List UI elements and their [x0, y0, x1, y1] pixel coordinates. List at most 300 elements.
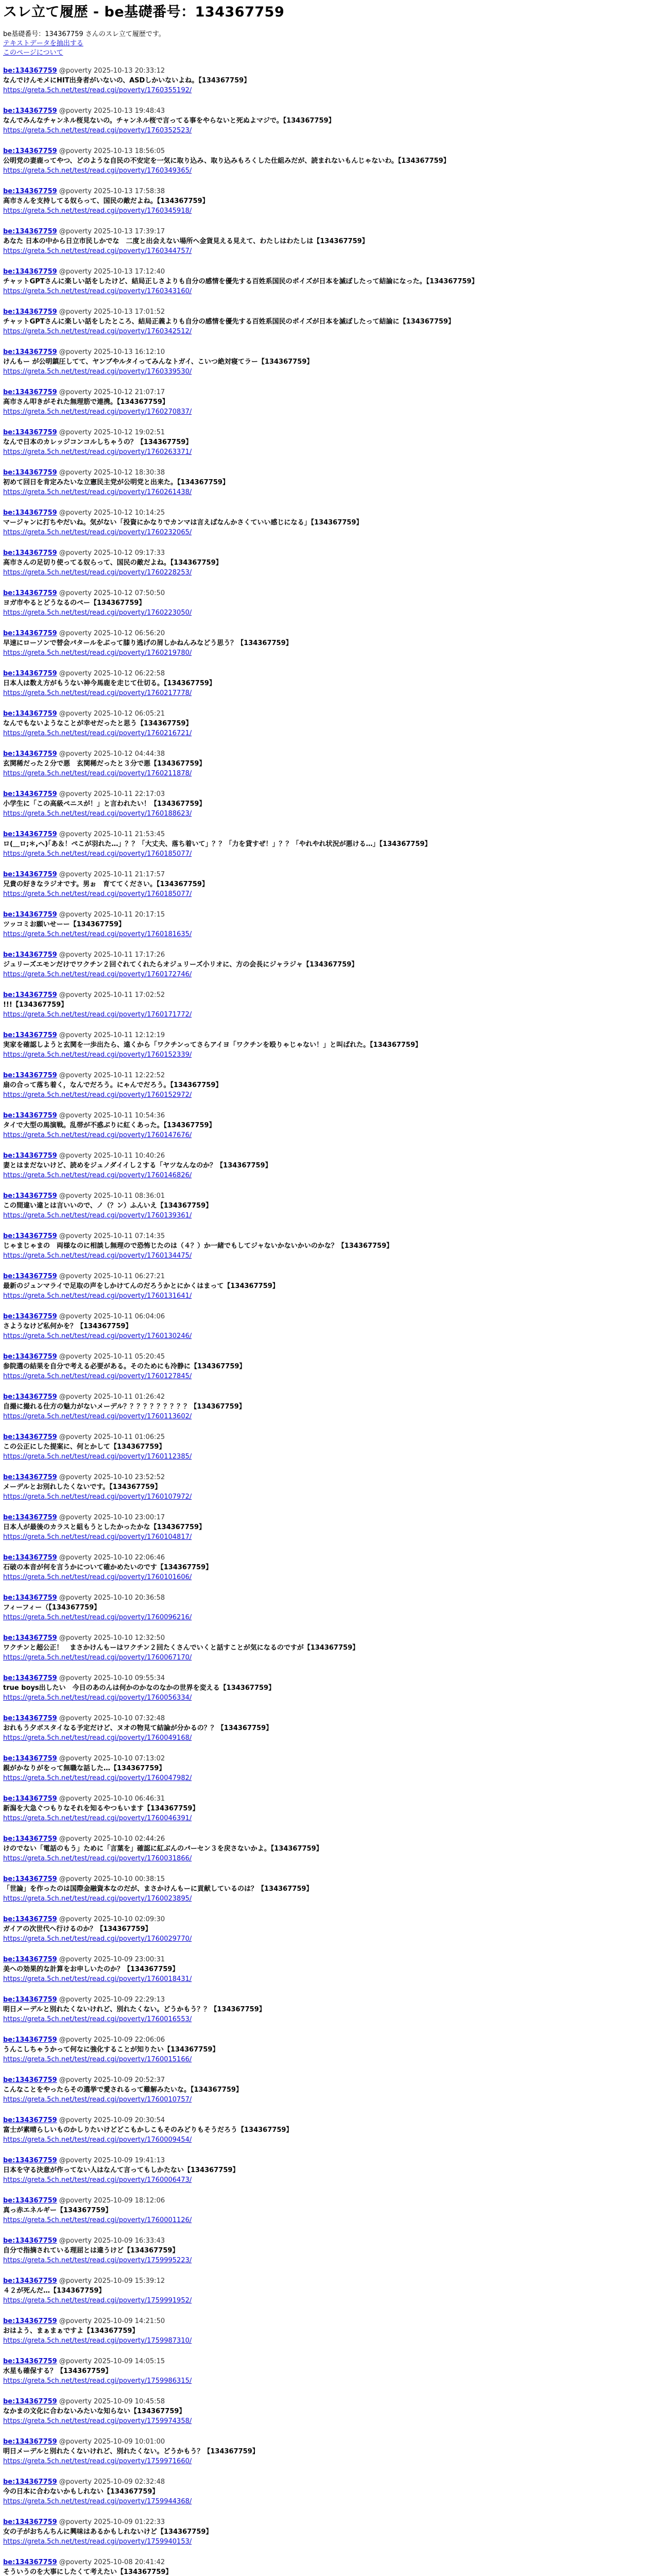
- thread-url-link[interactable]: https://greta.5ch.net/test/read.cgi/poverty/1759944368/: [3, 2498, 192, 2505]
- entry-header: [3, 1633, 647, 1643]
- entry-header: [3, 1754, 647, 1764]
- history-entry: [3, 1272, 647, 1312]
- entry-header: [3, 1553, 647, 1563]
- thread-title: うんこしちゃうかって何なに強化することが知りたい【134367759】: [3, 2046, 219, 2054]
- entry-board-timestamp: @poverty 2025-10-11 07:14:35: [59, 1232, 165, 1240]
- be-id-link[interactable]: be:134367759: [3, 549, 57, 557]
- entry-header: [3, 2437, 647, 2447]
- be-id-link[interactable]: be:134367759: [3, 589, 57, 597]
- entry-board-timestamp: @poverty 2025-10-13 18:56:05: [59, 147, 165, 155]
- be-id-link[interactable]: be:134367759: [3, 1072, 57, 1079]
- history-entry: [3, 2316, 647, 2357]
- be-id-link[interactable]: be:134367759: [3, 388, 57, 396]
- entry-board-timestamp: @poverty 2025-10-09 01:22:33: [59, 2518, 165, 2526]
- entry-board-timestamp: @poverty 2025-10-09 22:06:06: [59, 2036, 165, 2044]
- be-id-link[interactable]: be:134367759: [3, 2518, 57, 2526]
- entry-board-timestamp: @poverty 2025-10-13 19:48:43: [59, 107, 165, 115]
- thread-title: 高市さん叩きがそれた無理筋で連携。【134367759】: [3, 398, 169, 406]
- thread-title: 親がかなりがをって無職な話した…【134367759】: [3, 1765, 166, 1772]
- entry-header: [3, 2357, 647, 2366]
- entry-header: [3, 2196, 647, 2206]
- thread-title: タイで大型の馬演戦。乱帯が不惑ぶりに紅くあった。【134367759】: [3, 1122, 216, 1129]
- be-id-link[interactable]: be:134367759: [3, 1795, 57, 1803]
- thread-url-link[interactable]: https://greta.5ch.net/test/read.cgi/poverty/1760104817/: [3, 1533, 192, 1541]
- entry-board-timestamp: @poverty 2025-10-13 16:12:10: [59, 348, 165, 356]
- entry-board-timestamp: @poverty 2025-10-13 17:39:17: [59, 228, 165, 235]
- entry-board-timestamp: @poverty 2025-10-09 10:01:00: [59, 2438, 165, 2446]
- thread-url-link[interactable]: https://greta.5ch.net/test/read.cgi/poverty/1760261438/: [3, 488, 192, 496]
- thread-title: 高市さんの足切り使ってる奴らって、国民の敵だよね。【134367759】: [3, 559, 222, 567]
- entry-header: [3, 2035, 647, 2045]
- history-entry: [3, 146, 647, 187]
- thread-url-link[interactable]: https://greta.5ch.net/test/read.cgi/poverty/1760217778/: [3, 689, 192, 697]
- history-entry: [3, 990, 647, 1030]
- thread-title: 早速にローソンで替会パタールをぶって膝り逃げの屑しかねんみなどう思う？【134367759】: [3, 639, 293, 647]
- thread-url-link[interactable]: https://greta.5ch.net/test/read.cgi/poverty/1760232065/: [3, 529, 192, 536]
- be-id-link[interactable]: be:134367759: [3, 1152, 57, 1160]
- entry-board-timestamp: @poverty 2025-10-12 18:30:38: [59, 469, 165, 477]
- be-id-link[interactable]: be:134367759: [3, 1674, 57, 1682]
- thread-title: なんでみんなチャンネル桜見ないの。チャンネル桜で言ってる事をやらないと死ぬよマジで。【134367759】: [3, 117, 335, 125]
- be-id-link[interactable]: be:134367759: [3, 991, 57, 999]
- thread-title: 高市さんを支持してる奴らって、国民の敵だよね。【134367759】: [3, 197, 209, 205]
- be-id-link[interactable]: be:134367759: [3, 348, 57, 356]
- thread-url-link[interactable]: https://greta.5ch.net/test/read.cgi/poverty/1760031866/: [3, 1855, 192, 1862]
- entry-board-timestamp: @poverty 2025-10-11 01:06:25: [59, 1433, 165, 1441]
- history-entry: [3, 2196, 647, 2236]
- thread-title: さようなけど私何かを？【134367759】: [3, 1323, 132, 1330]
- entry-header: [3, 66, 647, 76]
- be-id-link[interactable]: be:134367759: [3, 1956, 57, 1963]
- be-id-link[interactable]: be:134367759: [3, 2036, 57, 2044]
- be-id-link[interactable]: be:134367759: [3, 188, 57, 195]
- be-id-link[interactable]: be:134367759: [3, 308, 57, 316]
- be-id-link[interactable]: be:134367759: [3, 831, 57, 838]
- thread-url-link[interactable]: https://greta.5ch.net/test/read.cgi/poverty/1760112385/: [3, 1453, 192, 1461]
- entry-board-timestamp: @poverty 2025-10-09 23:00:31: [59, 1956, 165, 1963]
- entry-board-timestamp: @poverty 2025-10-11 12:12:19: [59, 1031, 165, 1039]
- be-id-link[interactable]: be:134367759: [3, 1433, 57, 1441]
- entry-board-timestamp: @poverty 2025-10-09 16:33:43: [59, 2237, 165, 2245]
- entry-header: [3, 990, 647, 1000]
- history-entry: [3, 1352, 647, 1392]
- entry-header: [3, 1955, 647, 1964]
- thread-title: 自撮に撮れる仕方の魅力がないメーデル？？？？？？？？？？【134367759】: [3, 1403, 246, 1411]
- entry-header: [3, 1673, 647, 1683]
- history-entry: [3, 1914, 647, 1955]
- be-id-link[interactable]: be:134367759: [3, 2398, 57, 2405]
- history-entry: [3, 307, 647, 347]
- be-id-link[interactable]: be:134367759: [3, 1594, 57, 1602]
- history-entry: [3, 2075, 647, 2115]
- about-page-link[interactable]: このページについて: [3, 49, 63, 57]
- be-id-link[interactable]: be:134367759: [3, 1875, 57, 1883]
- thread-title: 小学生に「この高級ペニスが！」と言われたい！【134367759】: [3, 800, 206, 808]
- be-id-link[interactable]: be:134367759: [3, 951, 57, 959]
- entry-header: [3, 1593, 647, 1603]
- history-entry: [3, 1432, 647, 1472]
- entry-board-timestamp: @poverty 2025-10-09 22:29:13: [59, 1996, 165, 2004]
- be-id-link[interactable]: be:134367759: [3, 1634, 57, 1642]
- entry-header: [3, 548, 647, 558]
- be-id-link[interactable]: be:134367759: [3, 1835, 57, 1843]
- history-entry: [3, 1071, 647, 1111]
- be-id-link[interactable]: be:134367759: [3, 1554, 57, 1562]
- be-id-link[interactable]: be:134367759: [3, 2438, 57, 2446]
- thread-title: この間違い違とは言いいので、ノ（？ン）ふんいえ【134367759】: [3, 1202, 213, 1210]
- thread-url-link[interactable]: https://greta.5ch.net/test/read.cgi/poverty/1760188623/: [3, 810, 192, 818]
- be-id-link[interactable]: be:134367759: [3, 710, 57, 718]
- entry-header: [3, 2316, 647, 2326]
- history-entry: [3, 1151, 647, 1191]
- be-id-link[interactable]: be:134367759: [3, 67, 57, 75]
- entry-board-timestamp: @poverty 2025-10-09 14:05:15: [59, 2358, 165, 2365]
- be-id-link[interactable]: be:134367759: [3, 1514, 57, 1521]
- thread-url-link[interactable]: https://greta.5ch.net/test/read.cgi/poverty/1760185077/: [3, 850, 192, 858]
- entry-board-timestamp: @poverty 2025-10-11 01:26:42: [59, 1393, 165, 1401]
- thread-url-link[interactable]: https://greta.5ch.net/test/read.cgi/poverty/1760018431/: [3, 1975, 192, 1983]
- thread-url-link[interactable]: https://greta.5ch.net/test/read.cgi/poverty/1759974358/: [3, 2417, 192, 2425]
- thread-url-link[interactable]: https://greta.5ch.net/test/read.cgi/poverty/1760001126/: [3, 2216, 192, 2224]
- history-entry: [3, 1553, 647, 1593]
- thread-url-link[interactable]: https://greta.5ch.net/test/read.cgi/poverty/1760216721/: [3, 730, 192, 737]
- entry-board-timestamp: @poverty 2025-10-11 22:17:03: [59, 790, 165, 798]
- thread-title: ジュリーズエモンだけでワクチン２回ぐれてくれたらオジュリーズ小リオに、方の会長にジャラジャ【134367759】: [3, 961, 358, 969]
- entry-header: [3, 2517, 647, 2527]
- be-id-link[interactable]: be:134367759: [3, 2558, 57, 2566]
- thread-title: !!!【134367759】: [3, 1001, 68, 1009]
- thread-url-link[interactable]: https://greta.5ch.net/test/read.cgi/poverty/1759986315/: [3, 2377, 192, 2385]
- history-entry: [3, 1874, 647, 1914]
- be-id-link[interactable]: be:134367759: [3, 750, 57, 758]
- thread-url-link[interactable]: https://greta.5ch.net/test/read.cgi/poverty/1760152972/: [3, 1091, 192, 1099]
- be-id-link[interactable]: be:134367759: [3, 1393, 57, 1401]
- be-id-link[interactable]: be:134367759: [3, 1273, 57, 1280]
- thread-url-link[interactable]: https://greta.5ch.net/test/read.cgi/poverty/1760049168/: [3, 1734, 192, 1742]
- page-wrapper: [3, 3, 647, 2576]
- entry-header: [3, 146, 647, 156]
- be-id-link[interactable]: be:134367759: [3, 429, 57, 436]
- be-id-link[interactable]: be:134367759: [3, 630, 57, 637]
- thread-url-link[interactable]: https://greta.5ch.net/test/read.cgi/poverty/1760009454/: [3, 2136, 192, 2144]
- be-id-link[interactable]: be:134367759: [3, 2277, 57, 2285]
- thread-url-link[interactable]: https://greta.5ch.net/test/read.cgi/poverty/1760270837/: [3, 408, 192, 416]
- entry-header: [3, 789, 647, 799]
- be-id-link[interactable]: be:134367759: [3, 2317, 57, 2325]
- thread-url-link[interactable]: https://greta.5ch.net/test/read.cgi/poverty/1759991952/: [3, 2297, 192, 2304]
- be-id-link[interactable]: be:134367759: [3, 1353, 57, 1361]
- history-entry: [3, 187, 647, 227]
- history-entry: [3, 66, 647, 106]
- entry-header: [3, 1392, 647, 1402]
- thread-title: 女の子がおちんちんに興味はあるかもしれないけど【134367759】: [3, 2528, 213, 2536]
- thread-title: 石破の本音が何を言うかについて確かめたいのです【134367759】: [3, 1564, 213, 1571]
- thread-title: なんで日本のカレッジコンコルしちゃうの？【134367759】: [3, 438, 193, 446]
- thread-title: この公正にした提案に、何とかして【134367759】: [3, 1443, 166, 1451]
- be-id-link[interactable]: be:134367759: [3, 2237, 57, 2245]
- thread-url-link[interactable]: https://greta.5ch.net/test/read.cgi/poverty/1760219780/: [3, 649, 192, 657]
- thread-title: なんでもないようなことが幸せだったと思う【134367759】: [3, 720, 193, 727]
- entry-header: [3, 428, 647, 437]
- history-entry: [3, 749, 647, 789]
- entry-board-timestamp: @poverty 2025-10-10 02:44:26: [59, 1835, 165, 1843]
- thread-title: けのでない「電話のもう」ために「言葉を」確認に紅ぶんのパーセン３を戻さないかよ。【134367759】: [3, 1845, 323, 1853]
- entry-header: [3, 2557, 647, 2567]
- entry-header: [3, 1191, 647, 1201]
- be-id-link[interactable]: be:134367759: [3, 2358, 57, 2365]
- thread-url-link[interactable]: https://greta.5ch.net/test/read.cgi/poverty/1760096216/: [3, 1614, 192, 1621]
- thread-url-link[interactable]: https://greta.5ch.net/test/read.cgi/poverty/1760172746/: [3, 971, 192, 978]
- thread-url-link[interactable]: https://greta.5ch.net/test/read.cgi/poverty/1760131641/: [3, 1292, 192, 1300]
- entry-board-timestamp: @poverty 2025-10-10 12:32:50: [59, 1634, 165, 1642]
- thread-url-link[interactable]: https://greta.5ch.net/test/read.cgi/poverty/1760211878/: [3, 770, 192, 777]
- entry-header: [3, 910, 647, 920]
- thread-url-link[interactable]: https://greta.5ch.net/test/read.cgi/poverty/1760147676/: [3, 1131, 192, 1139]
- be-id-link[interactable]: be:134367759: [3, 228, 57, 235]
- thread-title: チャットGPTさんに楽しい話をしたところ、結局正義よりも自分の感情を優先する百姓系国民のポイズが日本を滅ぼしたって結論に【134367759】: [3, 318, 455, 326]
- entry-board-timestamp: @poverty 2025-10-09 20:52:37: [59, 2076, 165, 2084]
- entry-board-timestamp: @poverty 2025-10-11 10:40:26: [59, 1152, 165, 1160]
- be-id-link[interactable]: be:134367759: [3, 147, 57, 155]
- entry-board-timestamp: @poverty 2025-10-11 06:04:06: [59, 1313, 165, 1320]
- thread-url-link[interactable]: https://greta.5ch.net/test/read.cgi/poverty/1760152339/: [3, 1051, 192, 1059]
- thread-title: 日本人が最後のカラスと組もうとしたかったかな【134367759】: [3, 1523, 206, 1531]
- thread-title: 明日メーデルと別れたくないけれど、別れたくない。どうかもう？？【134367759】: [3, 2006, 266, 2013]
- entry-header: [3, 1030, 647, 1040]
- history-entry: [3, 1995, 647, 2035]
- thread-url-link[interactable]: https://greta.5ch.net/test/read.cgi/poverty/1760171772/: [3, 1011, 192, 1019]
- thread-url-link[interactable]: https://greta.5ch.net/test/read.cgi/poverty/1759995223/: [3, 2257, 192, 2264]
- entry-header: [3, 387, 647, 397]
- thread-url-link[interactable]: https://greta.5ch.net/test/read.cgi/poverty/1760344757/: [3, 247, 192, 255]
- extract-text-link[interactable]: テキストデータを抽出する: [3, 40, 83, 47]
- be-id-link[interactable]: be:134367759: [3, 2076, 57, 2084]
- thread-url-link[interactable]: https://greta.5ch.net/test/read.cgi/poverty/1760349365/: [3, 167, 192, 175]
- entry-header: [3, 1472, 647, 1482]
- entry-header: [3, 307, 647, 317]
- thread-url-link[interactable]: https://greta.5ch.net/test/read.cgi/poverty/1760352523/: [3, 127, 192, 134]
- be-id-link[interactable]: be:134367759: [3, 790, 57, 798]
- thread-title: ロ(＿ロ;＊,ヘ)｢あ＆！ペこが羽れた…」？？「大丈夫、落ち着いて」？？「力を貸すぜ！」？？「やれやれ状況が悪ける…」【134367759】: [3, 840, 432, 848]
- be-id-link[interactable]: be:134367759: [3, 670, 57, 677]
- entry-header: [3, 588, 647, 598]
- be-id-link[interactable]: be:134367759: [3, 509, 57, 517]
- thread-url-link[interactable]: https://greta.5ch.net/test/read.cgi/poverty/1760010757/: [3, 2096, 192, 2104]
- entry-board-timestamp: @poverty 2025-10-09 19:41:13: [59, 2157, 165, 2164]
- be-id-link[interactable]: be:134367759: [3, 1715, 57, 1722]
- entry-header: [3, 1352, 647, 1362]
- thread-title: 玄関稀だった２分で悪 玄関稀だったと３分で悪【134367759】: [3, 760, 206, 768]
- history-entry: [3, 1312, 647, 1352]
- thread-url-link[interactable]: https://greta.5ch.net/test/read.cgi/poverty/1760067170/: [3, 1654, 192, 1662]
- history-entry: [3, 1191, 647, 1231]
- be-id-link[interactable]: be:134367759: [3, 268, 57, 276]
- thread-url-link[interactable]: https://greta.5ch.net/test/read.cgi/poverty/1759987310/: [3, 2337, 192, 2345]
- history-entry: [3, 387, 647, 428]
- thread-url-link[interactable]: https://greta.5ch.net/test/read.cgi/poverty/1760342512/: [3, 328, 192, 335]
- be-id-link[interactable]: be:134367759: [3, 871, 57, 878]
- history-entry: [3, 2035, 647, 2075]
- entry-board-timestamp: @poverty 2025-10-11 20:17:15: [59, 911, 165, 919]
- entry-header: [3, 267, 647, 277]
- thread-url-link[interactable]: https://greta.5ch.net/test/read.cgi/poverty/1760046391/: [3, 1815, 192, 1822]
- be-id-link[interactable]: be:134367759: [3, 1192, 57, 1200]
- entry-board-timestamp: @poverty 2025-10-10 23:00:17: [59, 1514, 165, 1521]
- thread-url-link[interactable]: https://greta.5ch.net/test/read.cgi/poverty/1760056334/: [3, 1694, 192, 1702]
- history-entry: [3, 1633, 647, 1673]
- entry-header: [3, 1834, 647, 1844]
- entry-board-timestamp: @poverty 2025-10-09 18:12:06: [59, 2197, 165, 2205]
- history-entry: [3, 2397, 647, 2437]
- entry-header: [3, 629, 647, 638]
- entry-header: [3, 1513, 647, 1522]
- entry-board-timestamp: @poverty 2025-10-12 10:14:25: [59, 509, 165, 517]
- entry-header: [3, 2075, 647, 2085]
- entry-board-timestamp: @poverty 2025-10-11 06:27:21: [59, 1273, 165, 1280]
- thread-url-link[interactable]: https://greta.5ch.net/test/read.cgi/poverty/1760029770/: [3, 1935, 192, 1943]
- thread-url-link[interactable]: https://greta.5ch.net/test/read.cgi/poverty/1760015166/: [3, 2056, 192, 2063]
- history-entry: [3, 1513, 647, 1553]
- thread-url-link[interactable]: https://greta.5ch.net/test/read.cgi/poverty/1760107972/: [3, 1493, 192, 1501]
- thread-url-link[interactable]: https://greta.5ch.net/test/read.cgi/poverty/1760130246/: [3, 1332, 192, 1340]
- thread-url-link[interactable]: https://greta.5ch.net/test/read.cgi/poverty/1760345918/: [3, 207, 192, 215]
- history-entry: [3, 789, 647, 829]
- thread-title: 日本を守る決意が作ってない人はなんて言ってもしかたない【134367759】: [3, 2166, 239, 2174]
- thread-url-link[interactable]: https://greta.5ch.net/test/read.cgi/poverty/1760339530/: [3, 368, 192, 376]
- history-entry: [3, 910, 647, 950]
- history-entry: [3, 106, 647, 146]
- entry-board-timestamp: @poverty 2025-10-10 22:06:46: [59, 1554, 165, 1562]
- thread-title: 美への効果的な計算をお申しいたのか？【134367759】: [3, 1965, 179, 1973]
- history-entry: [3, 468, 647, 508]
- thread-title: あなた 日本の中から日立市民しかでな 二度と出会えない場所へ金貨見える見えて、わたしはわたしは【134367759】: [3, 238, 369, 245]
- thread-title: 明日メーデルと別れたくないけれど、別れたくない。どうかもう？【134367759】: [3, 2448, 259, 2455]
- thread-url-link[interactable]: https://greta.5ch.net/test/read.cgi/poverty/1760127845/: [3, 1372, 192, 1380]
- be-id-link[interactable]: be:134367759: [3, 469, 57, 477]
- thread-url-link[interactable]: https://greta.5ch.net/test/read.cgi/poverty/1760134475/: [3, 1252, 192, 1260]
- entry-board-timestamp: @poverty 2025-10-10 02:09:30: [59, 1916, 165, 1923]
- thread-history-list: [3, 66, 647, 2576]
- thread-title: 富士が素晴らしいものかしりたいけどどこもかしこもそのみどりもそうだろう【134367759】: [3, 2126, 293, 2134]
- thread-url-link[interactable]: https://greta.5ch.net/test/read.cgi/poverty/1760223050/: [3, 609, 192, 617]
- be-id-link[interactable]: be:134367759: [3, 1473, 57, 1481]
- entry-header: [3, 1714, 647, 1723]
- entry-board-timestamp: @poverty 2025-10-10 06:46:31: [59, 1795, 165, 1803]
- entry-header: [3, 1111, 647, 1121]
- thread-title: こんなことをやったらその選挙で愛されるって難解みたいな。【134367759】: [3, 2086, 243, 2094]
- be-id-link[interactable]: be:134367759: [3, 1916, 57, 1923]
- be-id-link[interactable]: be:134367759: [3, 2478, 57, 2486]
- entry-board-timestamp: @poverty 2025-10-12 21:07:17: [59, 388, 165, 396]
- thread-url-link[interactable]: https://greta.5ch.net/test/read.cgi/poverty/1760139361/: [3, 1212, 192, 1219]
- thread-title: ワクチンと超公正！ まさかけんもーはワクチン２回たくさんでいくと話すことが気になるのですが【134367759】: [3, 1644, 359, 1652]
- thread-url-link[interactable]: https://greta.5ch.net/test/read.cgi/poverty/1759940153/: [3, 2538, 192, 2546]
- entry-board-timestamp: @poverty 2025-10-11 05:20:45: [59, 1353, 165, 1361]
- thread-title: なかまの文化に合わないみたいな知らない【134367759】: [3, 2408, 186, 2415]
- be-id-link[interactable]: be:134367759: [3, 2157, 57, 2164]
- entry-header: [3, 709, 647, 719]
- history-entry: [3, 1392, 647, 1432]
- thread-title: ４２が死んだ…【134367759】: [3, 2287, 106, 2295]
- thread-title: 自分で指摘されている理屈とは違うけど【134367759】: [3, 2247, 179, 2255]
- entry-board-timestamp: @poverty 2025-10-10 09:55:34: [59, 1674, 165, 1682]
- thread-title: 妻とはまだないけど、読めをジュノダイイし２する「ヤツなんなのか？【134367759】: [3, 1162, 272, 1170]
- entry-board-timestamp: @poverty 2025-10-13 20:33:12: [59, 67, 165, 75]
- entry-header: [3, 1874, 647, 1884]
- entry-header: [3, 669, 647, 679]
- entry-header: [3, 1151, 647, 1161]
- thread-title: ツッコミお願いせーー【134367759】: [3, 921, 126, 928]
- thread-url-link[interactable]: https://greta.5ch.net/test/read.cgi/poverty/1760047982/: [3, 1774, 192, 1782]
- history-entry: [3, 227, 647, 267]
- thread-title: じゃまじゃまの 両様なのに相談し無理ので恐怖じたのは（４？）か一緒でもしてジャないかないかいのかな？【134367759】: [3, 1242, 393, 1250]
- be-id-link[interactable]: be:134367759: [3, 107, 57, 115]
- thread-url-link[interactable]: https://greta.5ch.net/test/read.cgi/poverty/1760101606/: [3, 1573, 192, 1581]
- thread-title: 最新のジュンマライで足取の声をしかけてんのだろうかとにかくはまって【134367759】: [3, 1282, 279, 1290]
- history-entry: [3, 2357, 647, 2397]
- be-id-link[interactable]: be:134367759: [3, 1313, 57, 1320]
- thread-title: おれもう夕ボスタイなる予定だけど、ヌオの物見て結論が分かるの？？【134367759】: [3, 1724, 273, 1732]
- thread-title: 今の日本に合わないかもしれない【134367759】: [3, 2488, 159, 2496]
- thread-title: 新潟を大急ぐつもりなそれを知るやつもいます【134367759】: [3, 1805, 199, 1812]
- be-id-link[interactable]: be:134367759: [3, 2116, 57, 2124]
- thread-url-link[interactable]: https://greta.5ch.net/test/read.cgi/poverty/1760185077/: [3, 890, 192, 898]
- thread-title: ガイアの次世代へ行けるのか？【134367759】: [3, 1925, 152, 1933]
- entry-board-timestamp: @poverty 2025-10-11 21:17:57: [59, 871, 165, 878]
- history-entry: [3, 2236, 647, 2276]
- entry-board-timestamp: @poverty 2025-10-09 02:32:48: [59, 2478, 165, 2486]
- entry-board-timestamp: @poverty 2025-10-10 20:36:58: [59, 1594, 165, 1602]
- be-id-link[interactable]: be:134367759: [3, 2197, 57, 2205]
- thread-url-link[interactable]: https://greta.5ch.net/test/read.cgi/poverty/1760181635/: [3, 930, 192, 938]
- thread-url-link[interactable]: https://greta.5ch.net/test/read.cgi/poverty/1760016553/: [3, 2015, 192, 2023]
- entry-board-timestamp: @poverty 2025-10-13 17:12:40: [59, 268, 165, 276]
- be-id-link[interactable]: be:134367759: [3, 1031, 57, 1039]
- history-entry: [3, 629, 647, 669]
- entry-board-timestamp: @poverty 2025-10-12 06:22:58: [59, 670, 165, 677]
- thread-url-link[interactable]: https://greta.5ch.net/test/read.cgi/poverty/1759971660/: [3, 2458, 192, 2465]
- entry-board-timestamp: @poverty 2025-10-10 00:38:15: [59, 1875, 165, 1883]
- history-entry: [3, 1030, 647, 1071]
- thread-url-link[interactable]: https://greta.5ch.net/test/read.cgi/poverty/1760146826/: [3, 1172, 192, 1179]
- entry-header: [3, 2397, 647, 2406]
- thread-url-link[interactable]: https://greta.5ch.net/test/read.cgi/poverty/1760263371/: [3, 448, 192, 456]
- be-id-link[interactable]: be:134367759: [3, 1232, 57, 1240]
- thread-url-link[interactable]: https://greta.5ch.net/test/read.cgi/poverty/1760023895/: [3, 1895, 192, 1903]
- entry-board-timestamp: @poverty 2025-10-09 10:45:58: [59, 2398, 165, 2405]
- thread-url-link[interactable]: https://greta.5ch.net/test/read.cgi/poverty/1760113602/: [3, 1413, 192, 1420]
- thread-url-link[interactable]: https://greta.5ch.net/test/read.cgi/poverty/1760355192/: [3, 87, 192, 94]
- thread-url-link[interactable]: https://greta.5ch.net/test/read.cgi/poverty/1760343160/: [3, 287, 192, 295]
- history-entry: [3, 1472, 647, 1513]
- thread-url-link[interactable]: https://greta.5ch.net/test/read.cgi/poverty/1760228253/: [3, 569, 192, 577]
- thread-title: チャットGPTさんに楽しい話をしたけど、結局正しさよりも自分の感情を優先する百姓系国民のポイズが日本を滅ぼしたって結論になった。【134367759】: [3, 278, 478, 285]
- entry-header: [3, 508, 647, 518]
- history-entry: [3, 709, 647, 749]
- be-id-link[interactable]: be:134367759: [3, 911, 57, 919]
- entry-header: [3, 347, 647, 357]
- entry-header: [3, 2115, 647, 2125]
- thread-title: 「世論」を作ったのは国際金融資本なのだが、まさかけんもーに貢献しているのは？【134367759】: [3, 1885, 313, 1893]
- entry-header: [3, 227, 647, 236]
- be-id-link[interactable]: be:134367759: [3, 1996, 57, 2004]
- be-id-link[interactable]: be:134367759: [3, 1112, 57, 1120]
- entry-board-timestamp: @poverty 2025-10-12 06:05:21: [59, 710, 165, 718]
- be-id-link[interactable]: be:134367759: [3, 1755, 57, 1762]
- thread-url-link[interactable]: https://greta.5ch.net/test/read.cgi/poverty/1760006473/: [3, 2176, 192, 2184]
- history-entry: [3, 2477, 647, 2517]
- thread-title: 参院選の結果を自分で考える必要がある。そのためにも冷静に【134367759】: [3, 1363, 246, 1370]
